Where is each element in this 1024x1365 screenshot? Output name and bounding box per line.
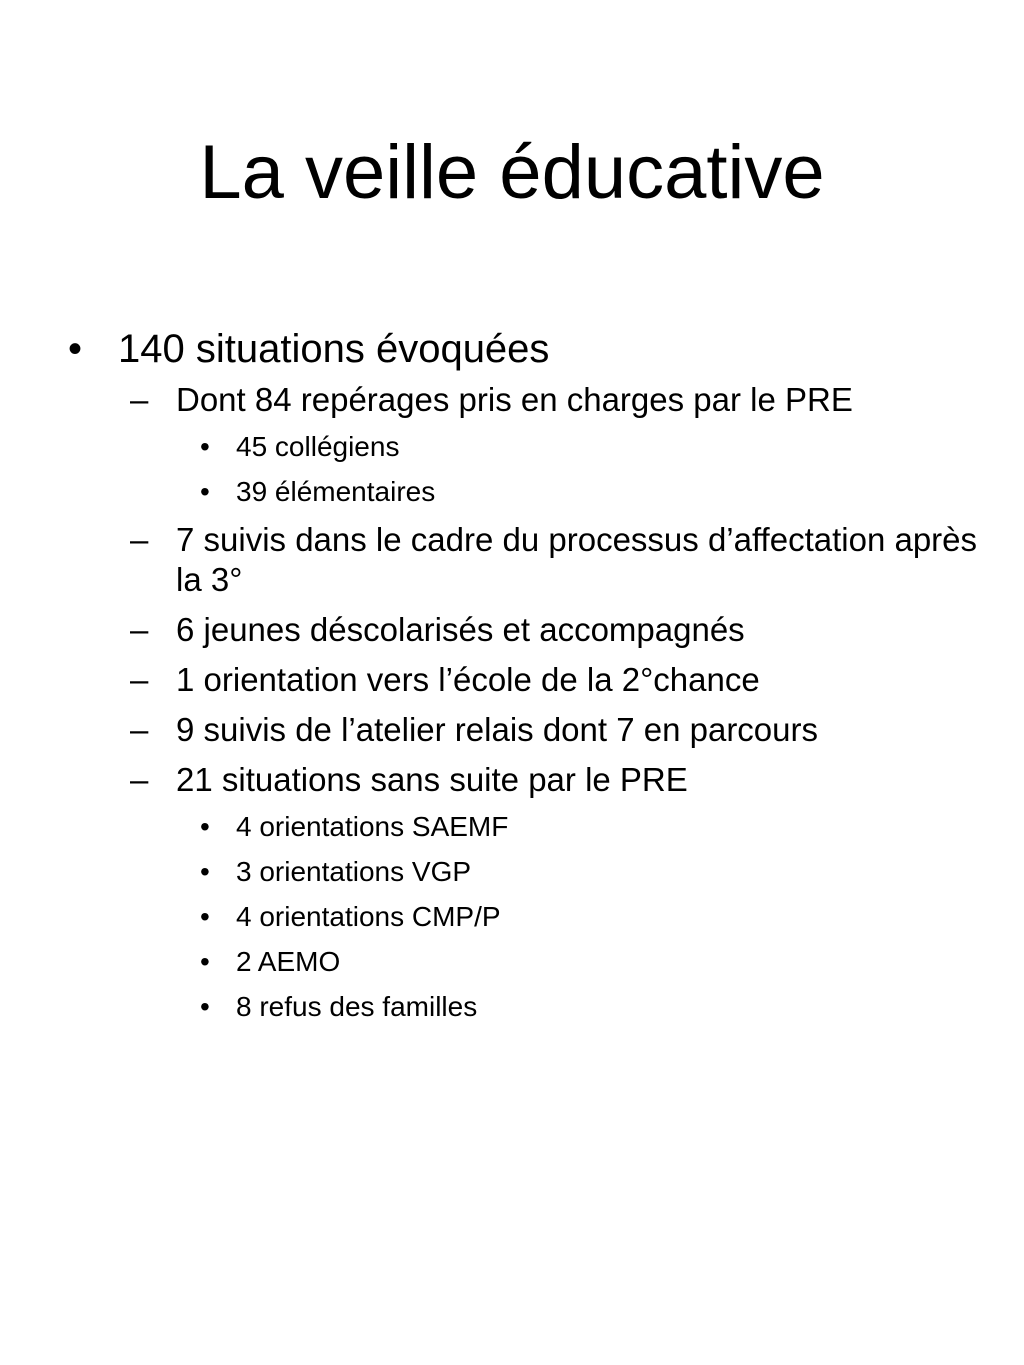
- list-item-text: 6 jeunes déscolarisés et accompagnés: [176, 611, 745, 648]
- bullet-marker: •: [200, 431, 210, 462]
- bullet-marker: •: [200, 991, 210, 1022]
- list-item: [0, 326, 1000, 372]
- dash-marker: –: [130, 661, 149, 698]
- list-item-text: 2 AEMO: [236, 946, 341, 977]
- list-item: [0, 990, 1000, 1024]
- list-item-text: 9 suivis de l’atelier relais dont 7 en parcours: [176, 711, 819, 748]
- bullet-marker: •: [200, 811, 210, 842]
- bullet-marker: •: [200, 476, 210, 507]
- list-item-text: 4 orientations SAEMF: [236, 811, 509, 842]
- list-item: [0, 900, 1000, 934]
- list-item-text: 21 situations sans suite par le PRE: [176, 761, 688, 798]
- slide-title: La veille éducative: [199, 130, 825, 215]
- list-item: [0, 660, 1000, 700]
- list-item: [0, 810, 1000, 844]
- list-item: [0, 855, 1000, 889]
- list-item-text: 4 orientations CMP/P: [236, 901, 501, 932]
- list-item-text: 7 suivis dans le cadre du processus d’affectation après la 3°: [176, 521, 978, 598]
- list-item-text: 45 collégiens: [236, 431, 400, 462]
- list-item: [0, 710, 1000, 750]
- list-item: [0, 610, 1000, 650]
- list-item: [0, 475, 1000, 509]
- list-item-text: 39 élémentaires: [236, 476, 436, 507]
- list-item-text: 3 orientations VGP: [236, 856, 472, 887]
- list-item-text: 8 refus des familles: [236, 991, 478, 1022]
- dash-marker: –: [130, 761, 149, 798]
- bullet-marker: •: [68, 327, 83, 371]
- list-item-text: 1 orientation vers l’école de la 2°chance: [176, 661, 760, 698]
- bullet-marker: •: [200, 946, 210, 977]
- bullet-marker: •: [200, 901, 210, 932]
- list-item: [0, 945, 1000, 979]
- list-item: [0, 430, 1000, 464]
- dash-marker: –: [130, 521, 149, 558]
- list-item: [0, 520, 1000, 600]
- bullet-list: [0, 326, 1000, 1035]
- bullet-marker: •: [200, 856, 210, 887]
- dash-marker: –: [130, 381, 149, 418]
- list-item-text: 140 situations évoquées: [118, 327, 550, 371]
- dash-marker: –: [130, 711, 149, 748]
- dash-marker: –: [130, 611, 149, 648]
- list-item: [0, 760, 1000, 800]
- list-item-text: Dont 84 repérages pris en charges par le PRE: [176, 381, 853, 418]
- list-item: [0, 380, 1000, 420]
